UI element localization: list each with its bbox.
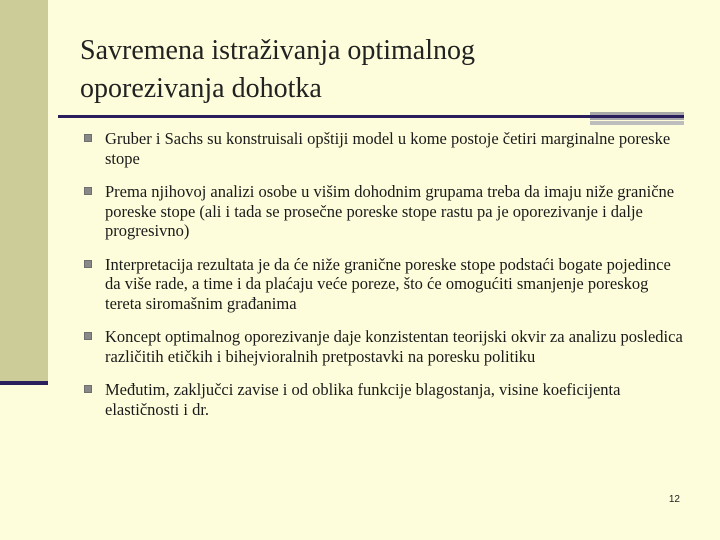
slide-title-line-2: oporezivanja dohotka xyxy=(80,73,322,104)
square-bullet-icon xyxy=(84,134,92,142)
bullet-text: Interpretacija rezultata je da će niže granične poreske stope podstaći bogate pojedince da više rade, a time i da plaćaju veće poreze, što će omogućiti smanjenje poreskog tereta siromašnim građanima xyxy=(105,254,671,313)
title-underline-rule xyxy=(58,115,684,118)
square-bullet-icon xyxy=(84,332,92,340)
bullet-text: Koncept optimalnog oporezivanje daje konzistentan teorijski okvir za analizu posledica različitih etičkih i bihejvioralnih pretpostavki na poresku politiku xyxy=(105,327,683,366)
title-rule-shadow-lower xyxy=(590,121,684,125)
square-bullet-icon xyxy=(84,260,92,268)
bullet-item xyxy=(84,129,684,168)
bullet-text: Prema njihovoj analizi osobe u višim dohodnim grupama treba da imaju niže granične poreske stope (ali i tada se prosečne poreske stope rastu pa je oporezivanje i dalje progresivno) xyxy=(105,182,675,240)
left-band-accent-line xyxy=(0,381,48,385)
bullet-item xyxy=(84,255,684,314)
bullet-text: Gruber i Sachs su konstruisali opštiji model u kome postoje četiri marginalne poreske stope xyxy=(105,129,671,168)
left-decorative-band xyxy=(0,0,48,381)
bullet-item xyxy=(84,327,684,366)
square-bullet-icon xyxy=(84,385,92,393)
slide-title xyxy=(80,32,680,108)
bullet-item xyxy=(84,182,684,241)
bullet-item xyxy=(84,380,684,419)
page-number: 12 xyxy=(668,494,680,505)
bullet-text: Međutim, zaključci zavise i od oblika funkcije blagostanja, visine koeficijenta elastičnosti i dr. xyxy=(105,380,621,419)
bullet-list xyxy=(84,129,684,433)
slide-title-line-1: Savremena istraživanja optimalnog xyxy=(80,35,475,66)
square-bullet-icon xyxy=(84,187,92,195)
